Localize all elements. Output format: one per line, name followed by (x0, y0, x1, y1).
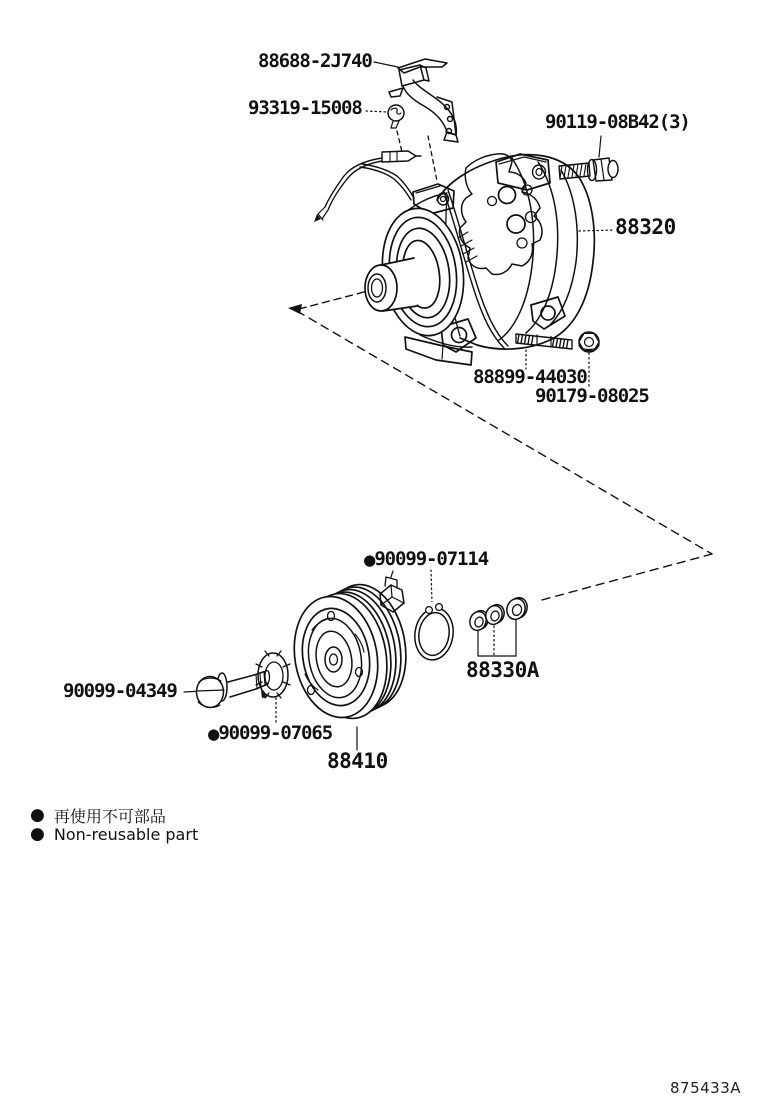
part-label-snap-ring: ●90099-07114 (364, 548, 489, 571)
snap-ring-drawing (412, 602, 457, 662)
oring-set-drawing (467, 595, 529, 632)
part-label-wave-washer: ●90099-07065 (208, 722, 333, 745)
stud-drawing (516, 334, 572, 349)
legend-en-text: Non-reusable part (53, 825, 199, 844)
screw-drawing (388, 105, 404, 128)
mount-bolt-drawing (559, 158, 618, 181)
part-label-amplifier-bracket: 88688-2J740 (258, 50, 372, 72)
part-label-clutch-bolt: 90099-04349 (63, 680, 177, 702)
legend-bullet-icon: ● (30, 805, 45, 825)
part-label-screw: 93319-15008 (248, 97, 362, 119)
bracket-hole (447, 129, 452, 134)
part-label-stud: 88899-44030 (473, 366, 587, 388)
legend-jp-text: 再使用不可部品 (53, 807, 166, 826)
figure-code: 875433A (670, 1079, 742, 1097)
legend-en (30, 825, 198, 844)
wave-washer-drawing (256, 651, 290, 698)
part-label-nut: 90179-08025 (535, 385, 649, 407)
nut-drawing (579, 332, 599, 352)
part-label-mount-bolt: 90119-08B42(3) (545, 111, 690, 133)
legend-bullet-icon: ● (30, 824, 45, 844)
non-reusable-bullet: ● (364, 549, 375, 571)
non-reusable-bullet: ● (208, 723, 219, 745)
legend-jp (30, 804, 166, 827)
bracket-hole (448, 117, 453, 122)
part-label-compressor: 88320 (615, 215, 676, 239)
amplifier-bracket-drawing (389, 59, 458, 142)
clutch-pulley-drawing (285, 571, 415, 725)
bracket-hole (445, 105, 450, 110)
part-label-ring-set: 88330A (466, 658, 539, 682)
projection-arrowhead (288, 304, 302, 314)
compressor-drawing (365, 154, 594, 365)
part-label-magnet-clutch: 88410 (327, 749, 388, 773)
